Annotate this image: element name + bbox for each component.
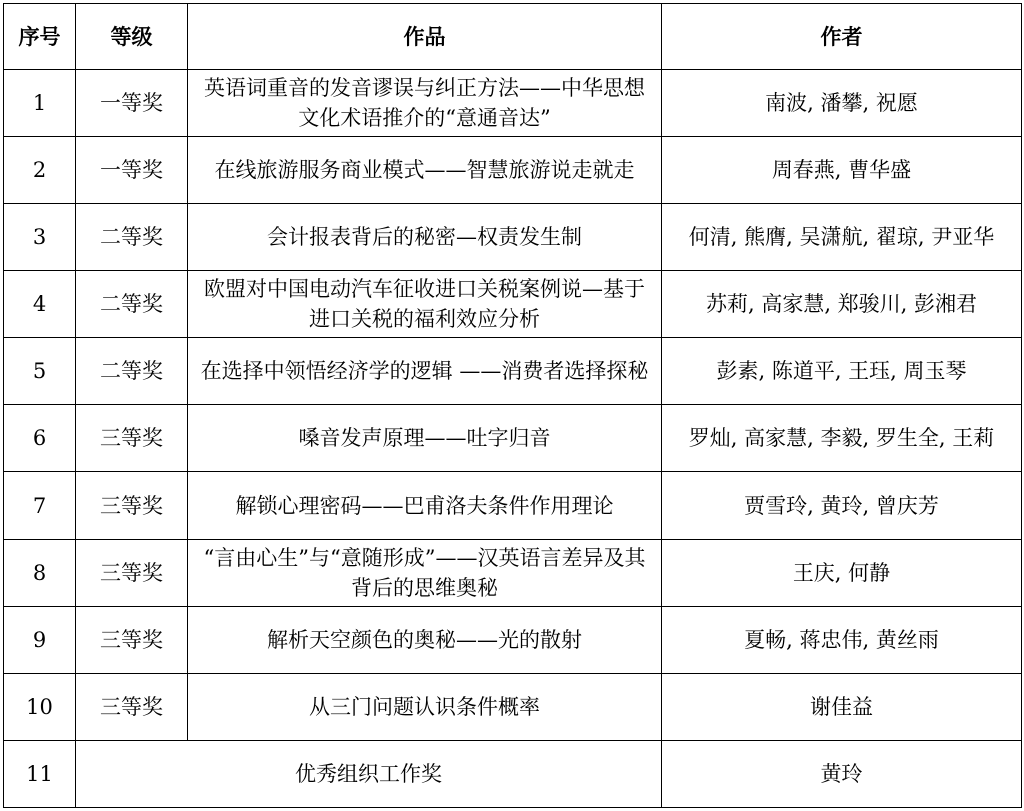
cell-author: 罗灿, 高家慧, 李毅, 罗生全, 王莉	[662, 405, 1022, 472]
cell-no: 5	[4, 338, 76, 405]
header-level: 等级	[76, 4, 188, 70]
cell-no: 1	[4, 70, 76, 137]
table-row	[4, 271, 1022, 338]
table-row	[4, 405, 1022, 472]
table-row	[4, 606, 1022, 673]
cell-no: 7	[4, 472, 76, 539]
header-work: 作品	[188, 4, 662, 70]
cell-work: 在线旅游服务商业模式——智慧旅游说走就走	[188, 137, 662, 204]
cell-no: 2	[4, 137, 76, 204]
cell-level: 一等奖	[76, 70, 188, 137]
cell-level: 二等奖	[76, 204, 188, 271]
cell-author: 谢佳益	[662, 673, 1022, 740]
cell-work: “言由心生”与“意随形成”——汉英语言差异及其背后的思维奥秘	[188, 539, 662, 606]
cell-no: 3	[4, 204, 76, 271]
cell-work: 从三门问题认识条件概率	[188, 673, 662, 740]
cell-level: 三等奖	[76, 405, 188, 472]
header-row	[4, 4, 1022, 70]
cell-author: 何清, 熊膺, 吴潇航, 翟琼, 尹亚华	[662, 204, 1022, 271]
cell-no: 6	[4, 405, 76, 472]
cell-author: 王庆, 何静	[662, 539, 1022, 606]
cell-no: 10	[4, 673, 76, 740]
cell-no: 11	[4, 740, 76, 807]
table-row	[4, 673, 1022, 740]
table-row	[4, 204, 1022, 271]
cell-work: 英语词重音的发音谬误与纠正方法——中华思想文化术语推介的“意通音达”	[188, 70, 662, 137]
cell-level: 一等奖	[76, 137, 188, 204]
awards-table	[3, 3, 1022, 808]
cell-work: 解析天空颜色的奥秘——光的散射	[188, 606, 662, 673]
header-author: 作者	[662, 4, 1022, 70]
cell-level: 二等奖	[76, 271, 188, 338]
cell-award: 优秀组织工作奖	[76, 740, 662, 807]
table-row	[4, 70, 1022, 137]
cell-work: 嗓音发声原理——吐字归音	[188, 405, 662, 472]
cell-author: 苏莉, 高家慧, 郑骏川, 彭湘君	[662, 271, 1022, 338]
table-row	[4, 472, 1022, 539]
cell-author: 彭素, 陈道平, 王珏, 周玉琴	[662, 338, 1022, 405]
header-no: 序号	[4, 4, 76, 70]
cell-author: 贾雪玲, 黄玲, 曾庆芳	[662, 472, 1022, 539]
cell-level: 三等奖	[76, 539, 188, 606]
cell-author: 南波, 潘攀, 祝愿	[662, 70, 1022, 137]
cell-work: 解锁心理密码——巴甫洛夫条件作用理论	[188, 472, 662, 539]
cell-work: 在选择中领悟经济学的逻辑 ——消费者选择探秘	[188, 338, 662, 405]
cell-no: 8	[4, 539, 76, 606]
cell-author: 周春燕, 曹华盛	[662, 137, 1022, 204]
cell-author: 夏畅, 蒋忠伟, 黄丝雨	[662, 606, 1022, 673]
cell-no: 4	[4, 271, 76, 338]
cell-work: 欧盟对中国电动汽车征收进口关税案例说—基于进口关税的福利效应分析	[188, 271, 662, 338]
table-row	[4, 338, 1022, 405]
cell-level: 二等奖	[76, 338, 188, 405]
cell-no: 9	[4, 606, 76, 673]
table-row	[4, 539, 1022, 606]
cell-author: 黄玲	[662, 740, 1022, 807]
cell-level: 三等奖	[76, 673, 188, 740]
table-row	[4, 137, 1022, 204]
cell-level: 三等奖	[76, 606, 188, 673]
cell-work: 会计报表背后的秘密—权责发生制	[188, 204, 662, 271]
cell-level: 三等奖	[76, 472, 188, 539]
table-row-organization-award	[4, 740, 1022, 807]
